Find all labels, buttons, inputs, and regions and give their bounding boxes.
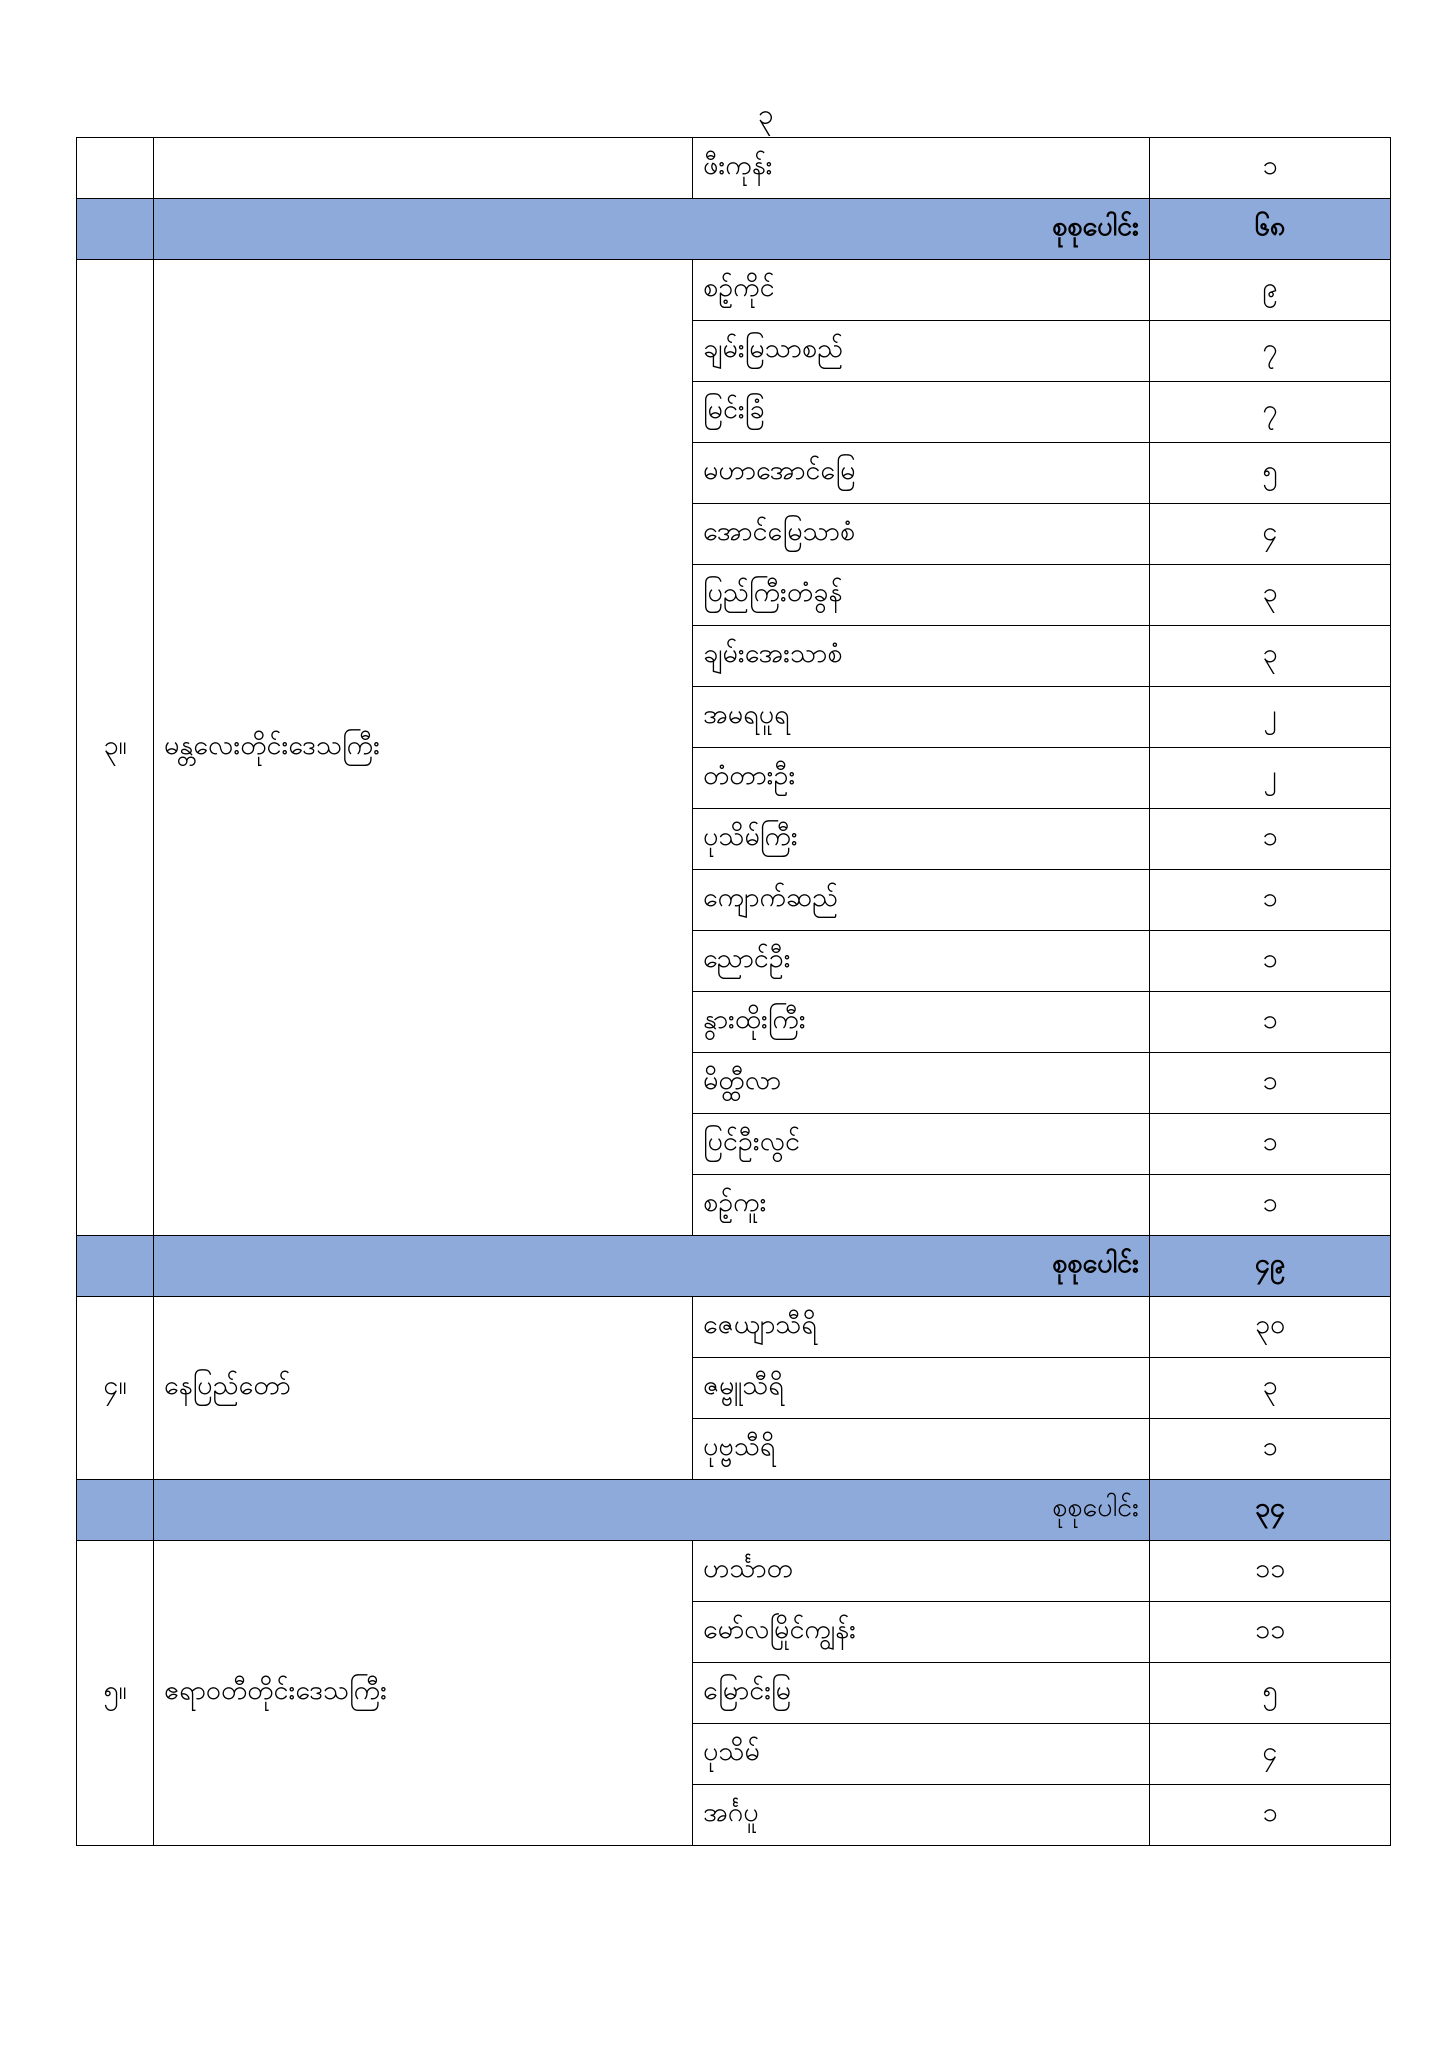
region-index: ၄။: [77, 1297, 154, 1480]
township-count: ၁: [1150, 992, 1391, 1053]
township-count: ၁: [1150, 809, 1391, 870]
table-row: [77, 1297, 1391, 1358]
township-count: ၃: [1150, 565, 1391, 626]
township-name: ဇေယျာသီရိ: [693, 1297, 1150, 1358]
summary-label: စုစုပေါင်း: [154, 1480, 1150, 1541]
summary-label: စုစုပေါင်း: [154, 199, 1150, 260]
township-name: ချမ်းမြသာစည်: [693, 321, 1150, 382]
township-name: ပုသိမ်: [693, 1724, 1150, 1785]
township-count: ၃၀: [1150, 1297, 1391, 1358]
summary-row: [77, 1480, 1391, 1541]
township-name: တံတားဦး: [693, 748, 1150, 809]
township-count: ၁: [1150, 1175, 1391, 1236]
summary-index-cell: [77, 1236, 154, 1297]
township-count: ၁၁: [1150, 1602, 1391, 1663]
region-cell: [154, 138, 693, 199]
township-count: ၂: [1150, 748, 1391, 809]
township-name: မဟာအောင်မြေ: [693, 443, 1150, 504]
township-count: ၄: [1150, 504, 1391, 565]
township-name: အောင်မြေသာစံ: [693, 504, 1150, 565]
township-name: စဉ့်ကိုင်: [693, 260, 1150, 321]
township-count: ၄: [1150, 1724, 1391, 1785]
summary-index-cell: [77, 199, 154, 260]
region-name: မန္တလေးတိုင်းဒေသကြီး: [154, 260, 693, 1236]
township-name: ကျောက်ဆည်: [693, 870, 1150, 931]
township-name: မော်လမြိုင်ကျွန်း: [693, 1602, 1150, 1663]
township-count: ၁: [1150, 1419, 1391, 1480]
table-row: [77, 260, 1391, 321]
township-name: ဟင်္သာတ: [693, 1541, 1150, 1602]
township-name: နွားထိုးကြီး: [693, 992, 1150, 1053]
township-name: ပြည်ကြီးတံခွန်: [693, 565, 1150, 626]
township-count: ၁: [1150, 1114, 1391, 1175]
township-name: ချမ်းအေးသာစံ: [693, 626, 1150, 687]
township-count: ၁: [1150, 870, 1391, 931]
region-name: နေပြည်တော်: [154, 1297, 693, 1480]
page-number: ၃: [758, 98, 774, 131]
township-count: ၁: [1150, 138, 1391, 199]
township-name: ပုသိမ်ကြီး: [693, 809, 1150, 870]
summary-index-cell: [77, 1480, 154, 1541]
township-count: ၉: [1150, 260, 1391, 321]
township-count-table: [76, 137, 1391, 1846]
township-name: အင်္ဂပူ: [693, 1785, 1150, 1846]
township-count: ၇: [1150, 382, 1391, 443]
township-name: ပြင်ဦးလွင်: [693, 1114, 1150, 1175]
township-count: ၁: [1150, 1785, 1391, 1846]
township-count: ၁: [1150, 931, 1391, 992]
township-name: အမရပူရ: [693, 687, 1150, 748]
township-name: စဉ့်ကူး: [693, 1175, 1150, 1236]
table-row: [77, 138, 1391, 199]
table-row: [77, 1541, 1391, 1602]
township-name: မြင်းခြံ: [693, 382, 1150, 443]
township-count: ၁၁: [1150, 1541, 1391, 1602]
township-count: ၃: [1150, 626, 1391, 687]
township-name: ပုဗ္ဗသီရိ: [693, 1419, 1150, 1480]
township-count: ၂: [1150, 687, 1391, 748]
township-name: ဖီးကုန်း: [693, 138, 1150, 199]
summary-row: [77, 1236, 1391, 1297]
summary-total: ၃၄: [1150, 1480, 1391, 1541]
township-count: ၅: [1150, 1663, 1391, 1724]
township-count: ၃: [1150, 1358, 1391, 1419]
township-name: ဇမ္ဗူသီရိ: [693, 1358, 1150, 1419]
region-index: ၅။: [77, 1541, 154, 1846]
summary-total: ၆၈: [1150, 199, 1391, 260]
township-count: ၅: [1150, 443, 1391, 504]
region-name: ဧရာဝတီတိုင်းဒေသကြီး: [154, 1541, 693, 1846]
summary-total: ၄၉: [1150, 1236, 1391, 1297]
township-name: မိတ္ထီလာ: [693, 1053, 1150, 1114]
township-name: ညောင်ဦး: [693, 931, 1150, 992]
township-name: မြောင်းမြ: [693, 1663, 1150, 1724]
township-count: ၁: [1150, 1053, 1391, 1114]
summary-row: [77, 199, 1391, 260]
region-index: ၃။: [77, 260, 154, 1236]
township-count: ၇: [1150, 321, 1391, 382]
index-cell: [77, 138, 154, 199]
summary-label: စုစုပေါင်း: [154, 1236, 1150, 1297]
